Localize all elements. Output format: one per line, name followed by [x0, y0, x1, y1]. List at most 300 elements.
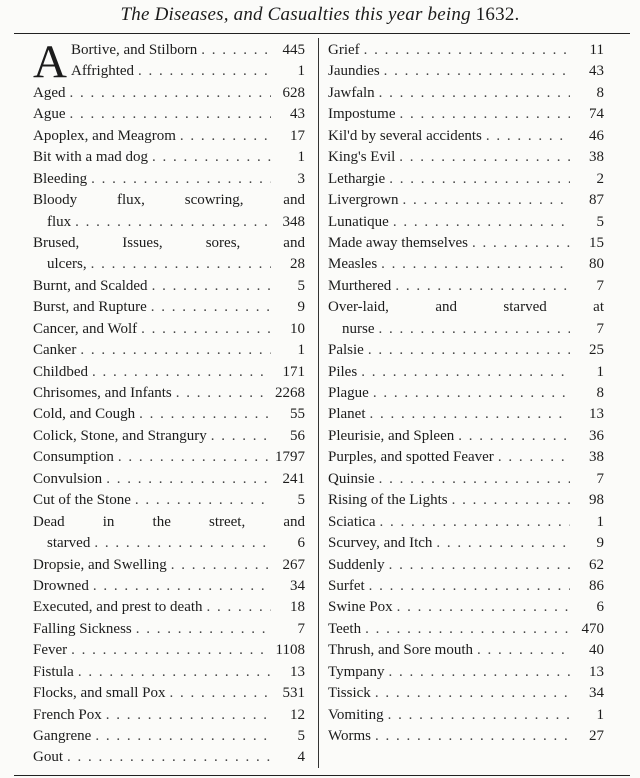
entry-row	[33, 597, 305, 618]
entry-name: Fistula	[33, 663, 74, 680]
entry-name: Purples, and spotted Feaver	[328, 449, 494, 466]
leader-dots	[102, 705, 271, 726]
entry-count: 36	[589, 427, 604, 444]
leader-dots	[432, 533, 570, 554]
entry-count: 531	[282, 685, 305, 702]
table-entry	[328, 40, 604, 61]
entry-row	[33, 705, 305, 726]
entry-count: 80	[589, 256, 604, 273]
entry-count: 6	[297, 535, 305, 552]
entry-count: 38	[589, 449, 604, 466]
entry-name: Dropsie, and Swelling	[33, 556, 167, 573]
entry-row	[33, 340, 305, 361]
table-entry	[328, 126, 604, 147]
entry-name: Burnt, and Scalded	[33, 277, 148, 294]
table-entry	[33, 576, 305, 597]
entry-word: starved	[503, 299, 547, 316]
leader-dots	[67, 640, 271, 661]
entry-name: ulcers,	[47, 256, 87, 273]
entry-count: 1	[596, 706, 604, 723]
entry-name: Impostume	[328, 106, 396, 123]
entry-count: 2	[596, 170, 604, 187]
table-entry	[33, 619, 305, 640]
table-entry	[328, 447, 604, 468]
entry-count: 27	[589, 728, 604, 744]
entry-name: Lunatique	[328, 213, 389, 230]
entry-count: 87	[589, 192, 604, 209]
leader-dots	[66, 104, 272, 125]
entry-count: 9	[596, 535, 604, 552]
entry-row	[328, 683, 604, 704]
table-entry	[33, 147, 305, 168]
entry-count: 445	[282, 42, 305, 58]
leader-dots	[364, 340, 570, 361]
table-entry	[33, 662, 305, 683]
entry-name: Bortive, and Stilborn	[71, 42, 198, 58]
entry-count: 43	[589, 63, 604, 80]
entry-name: Plague	[328, 385, 369, 401]
entry-count: 55	[290, 406, 305, 423]
table-entry	[328, 254, 604, 275]
entry-row	[328, 254, 604, 275]
entry-row	[328, 705, 604, 726]
entry-count: 1108	[275, 642, 305, 659]
entry-count: 12	[290, 706, 305, 723]
entry-name: Pleurisie, and Spleen	[328, 427, 455, 444]
entry-count: 11	[589, 42, 604, 58]
leader-dots	[391, 276, 570, 297]
leader-dots	[375, 469, 570, 490]
entry-row	[33, 169, 305, 190]
entry-row	[33, 662, 305, 683]
page-title	[0, 4, 640, 26]
leader-dots	[393, 597, 570, 618]
entry-row	[33, 319, 305, 340]
leader-dots	[384, 662, 570, 683]
entry-count: 13	[290, 663, 305, 680]
entry-count: 34	[290, 577, 305, 594]
entry-name: Swine Pox	[328, 599, 393, 616]
entry-count: 28	[290, 256, 305, 273]
entry-row	[328, 61, 604, 82]
table-entry	[33, 40, 305, 61]
entry-count: 18	[290, 599, 305, 616]
entry-row	[328, 490, 604, 511]
entry-count: 13	[589, 663, 604, 680]
leader-dots	[137, 319, 271, 340]
table-entry	[33, 726, 305, 747]
entry-count: 171	[282, 363, 305, 380]
table-entry	[328, 190, 604, 211]
entry-row	[328, 104, 604, 125]
entry-count: 8	[596, 385, 604, 401]
entry-row	[33, 490, 305, 511]
table-entry	[328, 490, 604, 511]
entry-word: in	[102, 513, 115, 530]
table-entry	[33, 276, 305, 297]
entry-count: 628	[282, 84, 305, 101]
leader-dots	[74, 662, 271, 683]
entry-row	[33, 747, 305, 768]
entry-row	[33, 683, 305, 704]
entry-count: 86	[589, 577, 604, 594]
entry-row	[328, 147, 604, 168]
leader-dots	[377, 254, 570, 275]
entry-name: Thrush, and Sore mouth	[328, 642, 473, 659]
table-entry	[328, 512, 604, 533]
entry-count: 74	[589, 106, 604, 123]
entry-name: Planet	[328, 406, 366, 423]
entry-count: 10	[290, 320, 305, 337]
entry-count: 1	[596, 513, 604, 530]
entry-name-line1	[33, 512, 305, 533]
entry-name: Colick, Stone, and Strangury	[33, 427, 207, 444]
table-entry	[33, 319, 305, 340]
table-entry	[328, 104, 604, 125]
entry-count: 7	[297, 620, 305, 637]
entry-count: 5	[297, 492, 305, 509]
table-entry	[328, 640, 604, 661]
entry-name: Executed, and prest to death	[33, 599, 203, 616]
entry-row	[33, 383, 305, 404]
table-entry	[33, 383, 305, 404]
leader-dots	[375, 83, 570, 104]
entry-count: 17	[290, 127, 305, 144]
entry-word: Bloody	[33, 192, 78, 209]
table-entry	[33, 169, 305, 190]
entry-name: Jawfaln	[328, 84, 375, 101]
table-entry	[328, 276, 604, 297]
entry-row	[328, 533, 604, 554]
entry-word: Brused,	[33, 234, 80, 251]
table-entry	[328, 533, 604, 554]
entry-word: Issues,	[122, 234, 163, 251]
entry-word: flux,	[117, 192, 145, 209]
entry-name: Lethargie	[328, 170, 386, 187]
table-entry	[33, 104, 305, 125]
leader-dots	[76, 340, 271, 361]
entry-row	[328, 212, 604, 233]
entry-row	[33, 212, 305, 233]
entry-name: Apoplex, and Meagrom	[33, 127, 176, 144]
entry-row	[328, 555, 604, 576]
entry-name: French Pox	[33, 706, 102, 723]
table-entry	[328, 212, 604, 233]
table-entry	[328, 726, 604, 747]
entry-name: Murthered	[328, 277, 392, 294]
leader-dots	[366, 404, 571, 425]
leader-dots	[63, 747, 271, 768]
leader-dots	[375, 319, 571, 340]
bottom-rule	[14, 775, 630, 776]
leader-dots	[399, 190, 570, 211]
entry-count: 43	[290, 106, 305, 123]
entry-count: 5	[297, 728, 305, 744]
table-entry	[33, 61, 305, 82]
table-entry	[33, 426, 305, 447]
leader-dots	[203, 597, 271, 618]
entry-row	[328, 83, 604, 104]
entry-count: 241	[282, 470, 305, 487]
leader-dots	[371, 726, 570, 747]
entry-word: at	[593, 299, 604, 316]
entry-count: 98	[589, 492, 604, 509]
entry-count: 25	[589, 342, 604, 359]
table-entry	[328, 147, 604, 168]
leader-dots	[385, 169, 570, 190]
entry-word: and	[283, 513, 305, 530]
entry-name: Sciatica	[328, 513, 376, 530]
leader-dots	[87, 169, 271, 190]
entry-count: 1	[297, 342, 305, 359]
table-entry	[33, 705, 305, 726]
entry-row	[328, 640, 604, 661]
entry-name: Palsie	[328, 342, 364, 359]
entry-name: Jaundies	[328, 63, 380, 80]
entry-count: 1	[297, 149, 305, 166]
entry-count: 348	[282, 213, 305, 230]
leader-dots	[66, 83, 272, 104]
entry-row	[328, 40, 604, 61]
entry-row	[328, 319, 604, 340]
left-column	[33, 36, 305, 769]
leader-dots	[375, 512, 570, 533]
entry-name: Cold, and Cough	[33, 406, 136, 423]
leader-dots	[365, 576, 570, 597]
entry-name: Consumption	[33, 449, 114, 466]
entry-name: Bleeding	[33, 170, 88, 187]
entry-name: nurse	[342, 320, 375, 337]
entry-row	[33, 469, 305, 490]
entry-name: Worms	[328, 728, 371, 744]
entry-row	[33, 61, 305, 82]
table-entry	[328, 297, 604, 340]
entry-row	[328, 404, 604, 425]
entry-name: Falling Sickness	[33, 620, 132, 637]
entry-row	[33, 254, 305, 275]
entry-row	[33, 297, 305, 318]
leader-dots	[102, 469, 271, 490]
table-entry	[328, 83, 604, 104]
entry-row	[328, 340, 604, 361]
entry-count: 5	[596, 213, 604, 230]
entry-row	[33, 426, 305, 447]
entry-name: Flocks, and small Pox	[33, 685, 166, 702]
table-entry	[33, 404, 305, 425]
leader-dots	[87, 254, 271, 275]
leader-dots	[88, 362, 271, 383]
table-entry	[33, 233, 305, 276]
table-entry	[328, 383, 604, 404]
entry-row	[328, 233, 604, 254]
table-entry	[328, 169, 604, 190]
leader-dots	[172, 383, 271, 404]
entry-word: Over-laid,	[328, 299, 389, 316]
entry-name: Rising of the Lights	[328, 492, 448, 509]
leader-dots	[134, 61, 271, 82]
table-entry	[328, 362, 604, 383]
entry-row	[328, 447, 604, 468]
entry-name: Grief	[328, 42, 360, 58]
top-rule	[14, 33, 630, 34]
entry-name: Ague	[33, 106, 66, 123]
table-entry	[328, 576, 604, 597]
table-entry	[33, 297, 305, 318]
entry-count: 1	[297, 63, 305, 80]
leader-dots	[369, 383, 570, 404]
entry-row	[33, 276, 305, 297]
title-year: 1632.	[475, 4, 520, 25]
leader-dots	[494, 447, 570, 468]
entry-name: Quinsie	[328, 470, 375, 487]
entry-name: flux	[47, 213, 72, 230]
right-column	[328, 40, 604, 747]
entry-row	[33, 447, 305, 468]
entry-name: Measles	[328, 256, 378, 273]
entry-row	[328, 576, 604, 597]
entry-count: 7	[596, 320, 604, 337]
entry-name: Suddenly	[328, 556, 385, 573]
entry-name: Burst, and Rupture	[33, 299, 147, 316]
entry-name: Surfet	[328, 577, 365, 594]
entry-word: scowring,	[184, 192, 244, 209]
entry-row	[328, 597, 604, 618]
entry-name: Cut of the Stone	[33, 492, 131, 509]
leader-dots	[384, 705, 570, 726]
table-entry	[328, 683, 604, 704]
entry-row	[328, 383, 604, 404]
table-entry	[328, 662, 604, 683]
entry-word: and	[283, 234, 305, 251]
entry-name-line1	[33, 233, 305, 254]
entry-count: 4	[297, 749, 305, 766]
entry-row	[33, 576, 305, 597]
entry-name: Cancer, and Wolf	[33, 320, 138, 337]
leader-dots	[454, 426, 570, 447]
entry-name: Kil'd by several accidents	[328, 127, 482, 144]
entry-word: the	[152, 513, 171, 530]
entry-name-line1	[33, 190, 305, 211]
table-entry	[33, 640, 305, 661]
title-text: The Diseases, and Casualties this year being	[120, 4, 471, 25]
entry-row	[33, 83, 305, 104]
entry-row	[328, 362, 604, 383]
entry-name: Chrisomes, and Infants	[33, 385, 172, 401]
entry-count: 13	[589, 406, 604, 423]
entry-count: 56	[290, 427, 305, 444]
leader-dots	[473, 640, 570, 661]
entry-name: Vomiting	[328, 706, 384, 723]
entry-count: 7	[596, 277, 604, 294]
leader-dots	[91, 726, 271, 747]
table-entry	[33, 190, 305, 233]
entry-name: starved	[47, 535, 91, 552]
entry-count: 15	[589, 234, 604, 251]
entry-word: street,	[208, 513, 246, 530]
entry-count: 62	[589, 556, 604, 573]
table-entry	[33, 747, 305, 768]
entry-count: 3	[297, 170, 305, 187]
leader-dots	[395, 147, 570, 168]
entry-name: Made away themselves	[328, 234, 468, 251]
leader-dots	[147, 297, 271, 318]
leader-dots	[90, 533, 271, 554]
leader-dots	[132, 619, 271, 640]
entry-name: Teeth	[328, 620, 362, 637]
entry-row	[328, 662, 604, 683]
table-entry	[33, 362, 305, 383]
entry-word: sores,	[205, 234, 241, 251]
entry-name: Convulsion	[33, 470, 103, 487]
table-entry	[328, 619, 604, 640]
leader-dots	[361, 619, 570, 640]
table-entry	[33, 447, 305, 468]
entry-name: Canker	[33, 342, 77, 359]
leader-dots	[89, 576, 271, 597]
table-entry	[33, 555, 305, 576]
entry-row	[328, 726, 604, 747]
entry-name: Drowned	[33, 577, 89, 594]
table-entry	[33, 490, 305, 511]
entry-count: 470	[581, 620, 604, 637]
entry-count: 8	[596, 84, 604, 101]
leader-dots	[360, 40, 570, 61]
table-entry	[33, 683, 305, 704]
table-entry	[33, 83, 305, 104]
leader-dots	[357, 362, 570, 383]
entry-row	[33, 362, 305, 383]
entry-word: and	[435, 299, 458, 316]
entry-word: Dead	[33, 513, 65, 530]
leader-dots	[396, 104, 571, 125]
entry-name: Aged	[33, 84, 66, 101]
entry-name: Childbed	[33, 363, 88, 380]
leader-dots	[114, 447, 271, 468]
table-entry	[33, 597, 305, 618]
entry-count: 2268	[275, 385, 305, 401]
leader-dots	[197, 40, 271, 61]
entry-count: 1797	[275, 449, 305, 466]
entry-name-line1	[328, 297, 604, 318]
leader-dots	[176, 126, 271, 147]
leader-dots	[389, 212, 570, 233]
leader-dots	[148, 147, 271, 168]
entry-count: 7	[596, 470, 604, 487]
entry-count: 38	[589, 149, 604, 166]
leader-dots	[448, 490, 570, 511]
table-entry	[33, 469, 305, 490]
leader-dots	[468, 233, 570, 254]
entry-name: Gout	[33, 749, 63, 766]
entry-name: Livergrown	[328, 192, 399, 209]
leader-dots	[148, 276, 271, 297]
entry-count: 46	[589, 127, 604, 144]
entry-row	[33, 404, 305, 425]
entry-name: Affrighted	[71, 63, 135, 80]
entry-count: 34	[589, 685, 604, 702]
entry-name: King's Evil	[328, 149, 396, 166]
entry-count: 9	[297, 299, 305, 316]
leader-dots	[371, 683, 570, 704]
entry-word: and	[283, 192, 305, 209]
entry-row	[328, 426, 604, 447]
entry-name: Tympany	[328, 663, 385, 680]
entry-name: Fever	[33, 642, 68, 659]
entry-row	[328, 619, 604, 640]
entry-count: 40	[589, 642, 604, 659]
leader-dots	[71, 212, 271, 233]
entry-name: Tissick	[328, 685, 371, 702]
